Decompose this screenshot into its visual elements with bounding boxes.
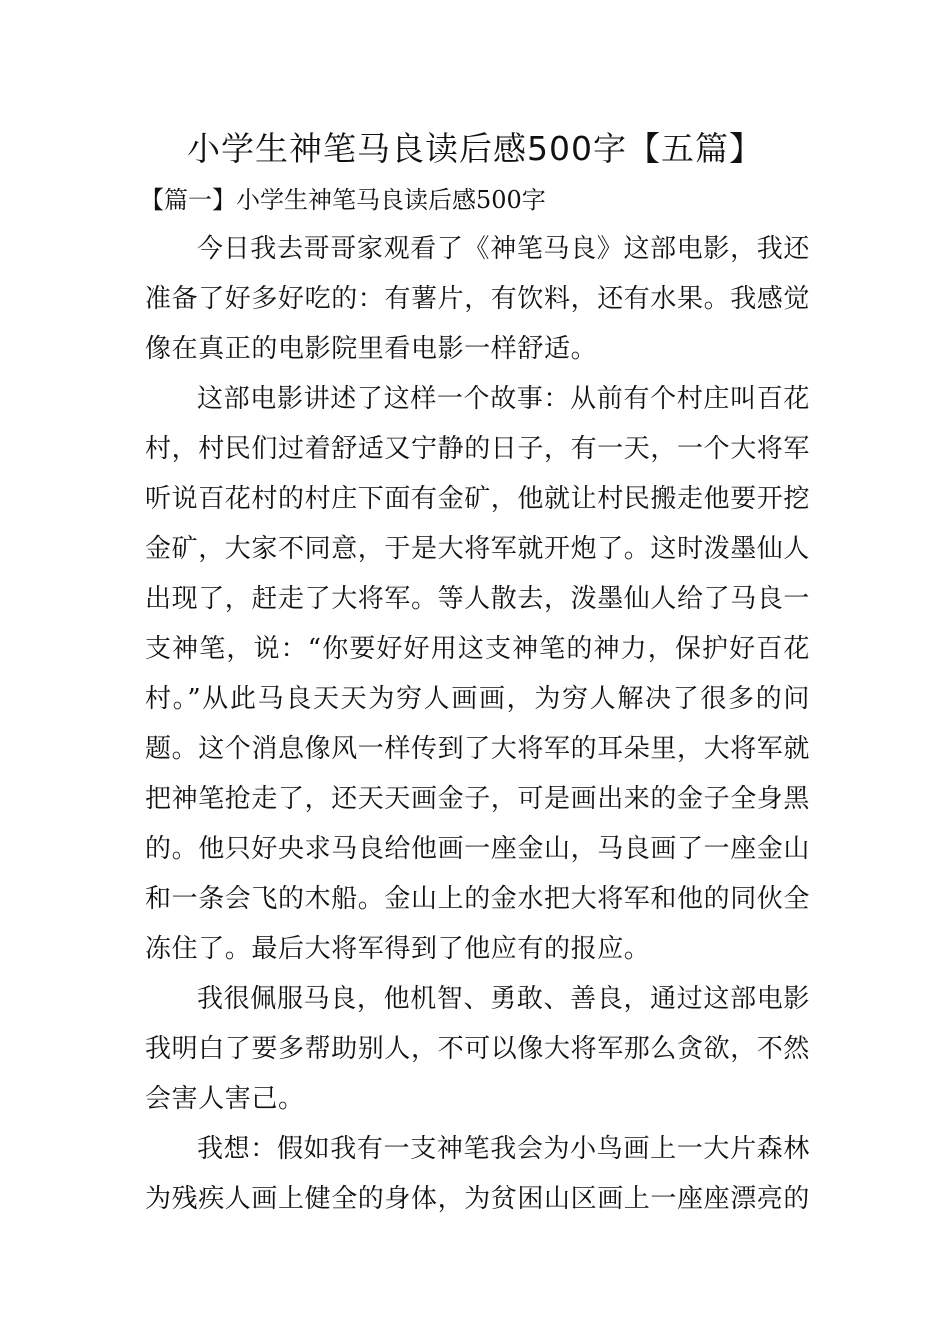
- paragraph: 今日我去哥哥家观看了《神笔马良》这部电影，我还准备了好多好吃的：有薯片，有饮料，还有水果。我感觉像在真正的电影院里看电影一样舒适。: [145, 234, 811, 364]
- article-body: [145, 224, 810, 1224]
- document-title: 小学生神笔马良读后感500字【五篇】: [187, 129, 763, 168]
- paragraph: 这部电影讲述了这样一个故事：从前有个村庄叫百花村，村民们过着舒适又宁静的日子，有一天，一个大将军听说百花村的村庄下面有金矿，他就让村民搬走他要开挖金矿，大家不同意，于是大将军就开炮了。这时泼墨仙人出现了，赶走了大将军。等人散去，泼墨仙人给了马良一支神笔，说：“你要好好用这支神笔的神力，保护好百花村。”从此马良天天为穷人画画，为穷人解决了很多的问题。这个消息像风一样传到了大将军的耳朵里，大将军就把神笔抢走了，还天天画金子，可是画出来的金子全身黑的。他只好央求马良给他画一座金山，马良画了一座金山和一条会飞的木船。金山上的金水把大将军和他的同伙全冻住了。最后大将军得到了他应有的报应。: [145, 384, 811, 964]
- section-heading: 【篇一】小学生神笔马良读后感500字: [140, 186, 546, 214]
- paragraph: 我很佩服马良，他机智、勇敢、善良，通过这部电影我明白了要多帮助别人，不可以像大将军那么贪欲，不然会害人害己。: [145, 984, 811, 1114]
- paragraph: 我想：假如我有一支神笔我会为小鸟画上一大片森林为残疾人画上健全的身体，为贫困山区画上一座座漂亮的: [145, 1134, 811, 1214]
